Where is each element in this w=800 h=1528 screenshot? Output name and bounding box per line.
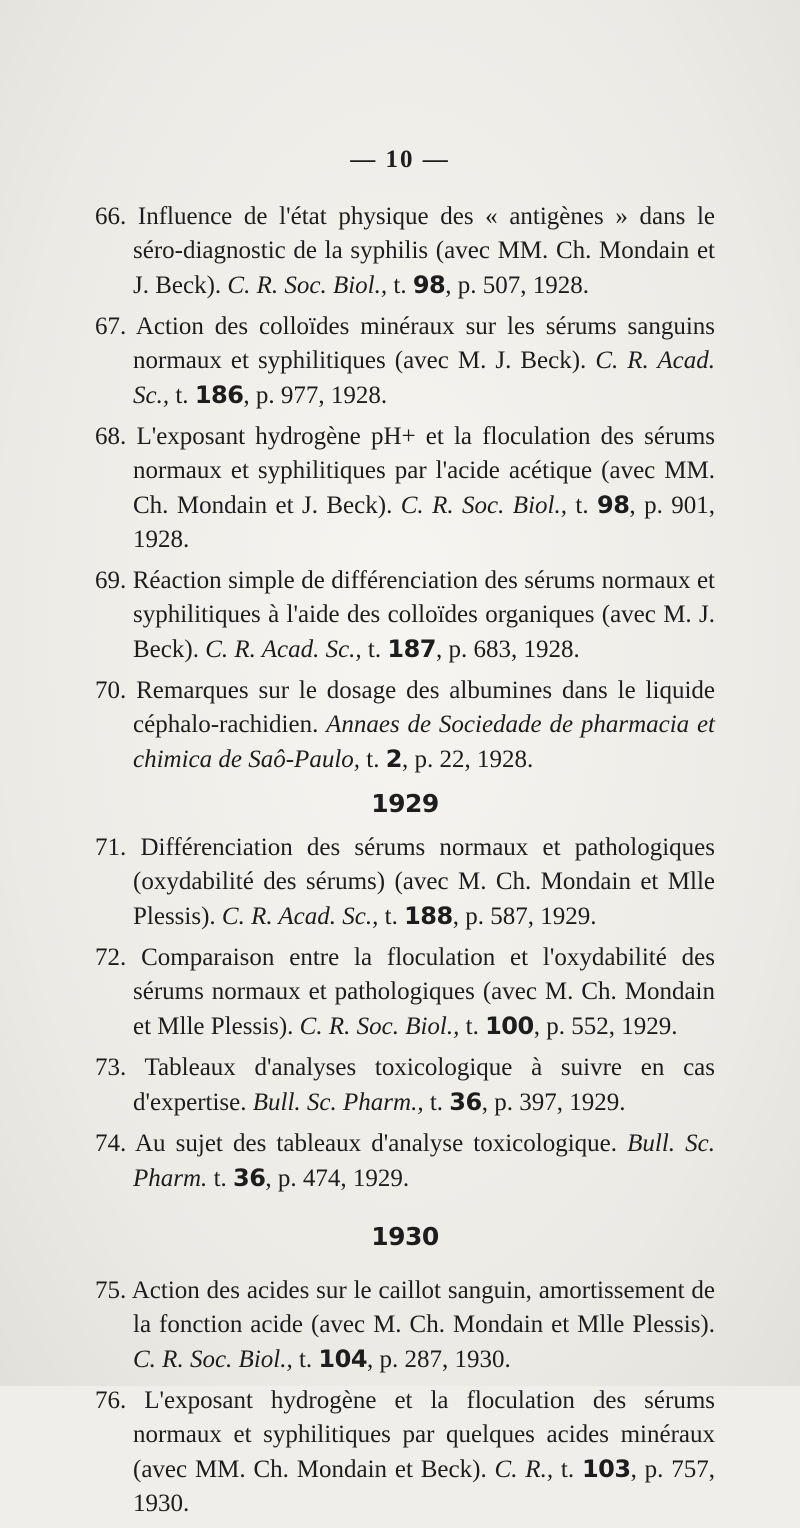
journal-name: C. R. Soc. Biol., — [133, 1346, 293, 1373]
entry-text: Au sujet des tableaux d'analyse toxicologique. — [134, 1130, 628, 1157]
entry-72 — [95, 941, 715, 1044]
entry-text: Action des colloïdes minéraux sur les sérums sanguins normaux et syphilitiques (avec M. J. Beck). — [133, 313, 716, 374]
entry-69 — [95, 564, 715, 667]
entry-74 — [95, 1127, 715, 1196]
entry-number: 70. — [95, 677, 127, 704]
tome-label: t. — [560, 1456, 575, 1483]
page-reference: , p. 901, 1928. — [133, 492, 716, 553]
tome-label: t. — [384, 903, 398, 930]
entry-text: L'exposant hydrogène et la floculation des sérums normaux et syphilitiques par quelques acides minéraux (avec MM. Ch. Mondain et Beck). — [133, 1387, 716, 1483]
volume-number: 98 — [412, 271, 446, 299]
page-reference: , p. 552, 1929. — [533, 1013, 678, 1040]
entry-number: 66. — [95, 203, 127, 230]
page-reference: , p. 977, 1928. — [243, 382, 388, 409]
journal-name: C. R. Soc. Biol., — [299, 1013, 460, 1040]
bibliography-list — [95, 200, 715, 1528]
entry-text: Influence de l'état physique des « antigènes » dans le séro-diagnostic de la syphilis (avec MM. Ch. Mondain et J. Beck). — [133, 203, 716, 299]
journal-name: C. R. Acad. Sc., — [133, 347, 715, 409]
page-reference: , p. 757, 1930. — [133, 1456, 716, 1517]
entry-66 — [95, 200, 715, 303]
volume-number: 100 — [485, 1012, 534, 1040]
journal-name: C. R. Soc. Biol., — [227, 272, 388, 299]
page-number: — 10 — — [350, 146, 450, 173]
year-heading-1930: 1930 — [371, 1222, 439, 1251]
page-reference: , p. 587, 1929. — [452, 903, 597, 930]
entry-text: Remarques sur le dosage des albumines dans le liquide céphalo-rachidien. — [133, 677, 715, 738]
tome-label: t. — [429, 1089, 444, 1116]
volume-number: 187 — [387, 635, 436, 663]
journal-name: Annaes de Sociedade de pharmacia et chimica de Saô-Paulo, — [133, 711, 715, 773]
volume-number: 188 — [404, 902, 453, 930]
tome-label: t. — [575, 492, 589, 519]
page-reference: , p. 474, 1929. — [265, 1165, 410, 1192]
volume-number: 2 — [385, 745, 402, 773]
tome-label: t. — [465, 1013, 479, 1040]
volume-number: 186 — [194, 381, 244, 409]
entry-text: Tableaux d'analyses toxicologique à suivre en cas d'expertise. — [133, 1054, 715, 1116]
journal-name: C. R., — [494, 1456, 554, 1483]
tome-label: t. — [175, 382, 189, 409]
entry-73 — [95, 1051, 715, 1120]
entry-text: Réaction simple de différenciation des sérums normaux et syphilitiques à l'aide des colloïdes organiques (avec M. J. Beck). — [132, 567, 715, 663]
entry-text: Comparaison entre la floculation et l'oxydabilité des sérums normaux et pathologiques (avec M. Ch. Mondain et Mlle Plessis). — [133, 944, 716, 1040]
entry-number: 73. — [95, 1054, 127, 1081]
tome-label: t. — [213, 1165, 227, 1192]
page-reference: , p. 397, 1929. — [481, 1089, 626, 1116]
entry-number: 75. — [95, 1277, 127, 1304]
volume-number: 104 — [318, 1345, 368, 1373]
entry-68 — [95, 420, 715, 557]
entry-76 — [95, 1384, 715, 1521]
entry-number: 69. — [95, 567, 127, 594]
journal-name: C. R. Acad. Sc., — [205, 636, 362, 663]
volume-number: 98 — [597, 491, 630, 519]
tome-label: t. — [298, 1346, 313, 1373]
page-reference: , p. 507, 1928. — [445, 272, 589, 299]
page-reference: , p. 22, 1928. — [401, 746, 534, 773]
entry-text: L'exposant hydrogène pH+ et la floculation des sérums normaux et syphilitiques par l'acide acétique (avec MM. Ch. Mondain et J. Beck). — [133, 423, 716, 519]
entry-number: 74. — [95, 1130, 127, 1157]
entry-70 — [95, 674, 715, 777]
volume-number: 103 — [581, 1455, 631, 1483]
page-reference: , p. 683, 1928. — [435, 636, 580, 663]
volume-number: 36 — [233, 1164, 266, 1192]
tome-label: t. — [367, 636, 382, 663]
entry-71 — [95, 831, 715, 934]
entry-text: Action des acides sur le caillot sanguin, amortissement de la fonction acide (avec M. Ch. Mondain et Mlle Plessis). — [131, 1277, 716, 1338]
tome-label: t. — [393, 272, 407, 299]
entry-75 — [95, 1274, 715, 1377]
year-heading-1929: 1929 — [371, 789, 439, 818]
journal-name: Bull. Sc. Pharm., — [252, 1089, 424, 1116]
entry-number: 71. — [95, 834, 127, 861]
page-reference: , p. 287, 1930. — [367, 1346, 511, 1373]
journal-name: C. R. Acad. Sc., — [221, 903, 379, 930]
journal-name: C. R. Soc. Biol., — [400, 492, 567, 519]
entry-number: 67. — [95, 313, 127, 340]
entry-text: Différenciation des sérums normaux et pathologiques (oxydabilité des sérums) (avec M. Ch. Mondain et Mlle Plessis). — [133, 834, 715, 930]
tome-label: t. — [366, 746, 380, 773]
entry-number: 72. — [95, 944, 127, 971]
journal-name: Bull. Sc. Pharm. — [133, 1130, 715, 1192]
entry-number: 76. — [95, 1387, 127, 1414]
entry-67 — [95, 310, 715, 413]
volume-number: 36 — [449, 1088, 482, 1116]
entry-number: 68. — [95, 423, 127, 450]
